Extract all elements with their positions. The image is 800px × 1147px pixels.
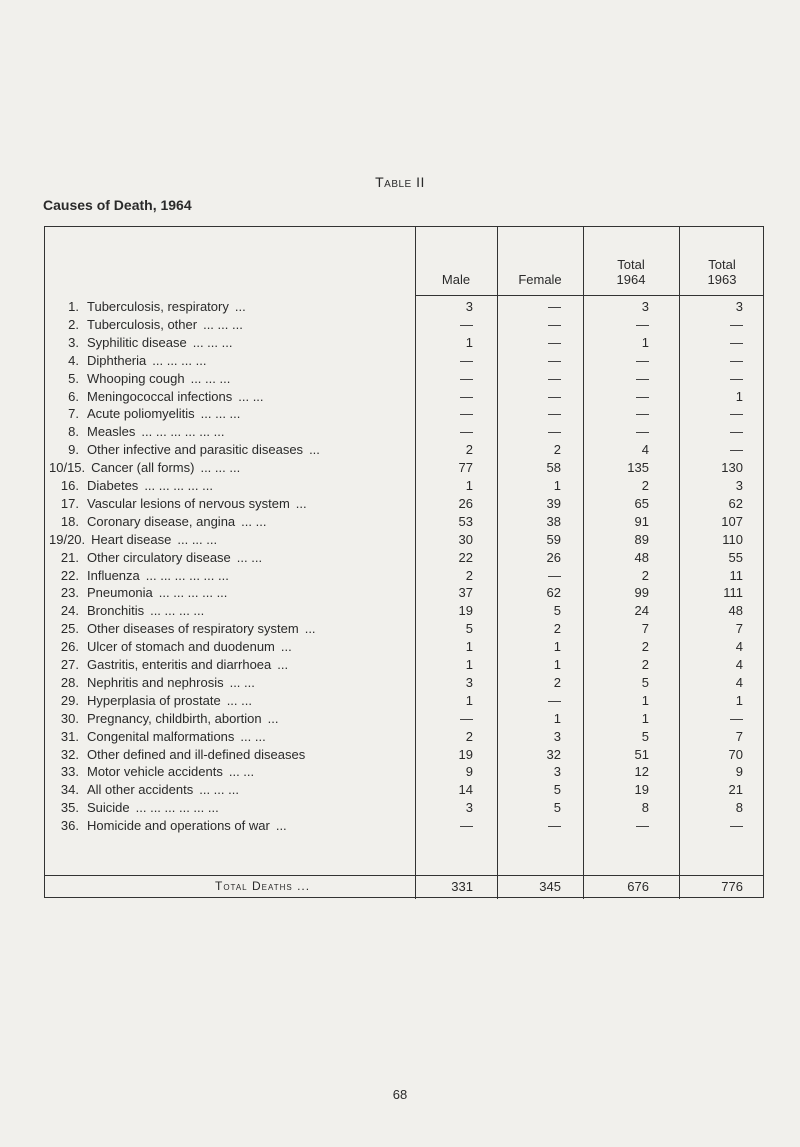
cell-female: — <box>548 299 561 314</box>
cell-female: 2 <box>553 621 561 637</box>
cell-t63: 1 <box>735 388 743 404</box>
leader-dots: ... ... ... ... ... ... <box>141 424 225 440</box>
cell-male: — <box>460 352 473 368</box>
cell-t64: 3 <box>641 299 649 314</box>
table-row <box>45 299 765 316</box>
cell-t64: — <box>636 406 649 422</box>
cause-label <box>49 818 419 833</box>
cause-label <box>49 800 419 815</box>
leader-dots: ... ... ... ... <box>152 352 207 368</box>
cell-t64: 89 <box>634 531 649 547</box>
cause-name: Bronchitis <box>87 603 145 619</box>
cause-name: Diphtheria <box>87 352 147 368</box>
cause-label <box>49 496 419 511</box>
cell-t64: 2 <box>641 639 649 655</box>
cause-number: 19/20. <box>49 531 86 547</box>
table-row <box>45 675 765 692</box>
cause-number: 28. <box>60 674 79 690</box>
cell-male: — <box>460 370 473 386</box>
table-row <box>45 460 765 477</box>
table-row <box>45 764 765 781</box>
cause-number: 27. <box>60 657 79 672</box>
cause-label <box>49 550 419 565</box>
total-1963: 776 <box>721 879 743 894</box>
leader-dots: ... <box>295 495 307 511</box>
cell-female: 26 <box>546 549 561 565</box>
cause-name: Gastritis, enteritis and diarrhoea <box>87 657 272 672</box>
cause-number: 32. <box>60 746 79 762</box>
cell-female: 3 <box>553 728 561 744</box>
table-row <box>45 442 765 459</box>
cell-male: 1 <box>465 478 473 493</box>
table-row <box>45 353 765 370</box>
cause-label <box>49 424 419 439</box>
cause-name: Pregnancy, childbirth, abortion <box>87 710 262 726</box>
cause-name: Meningococcal infections <box>87 388 233 404</box>
cell-male: 3 <box>465 800 473 816</box>
cause-label <box>49 442 419 457</box>
leader-dots: ... ... <box>236 549 263 565</box>
header-total-1964: Total 1964 <box>616 257 646 287</box>
cell-t63: 48 <box>728 603 743 619</box>
cell-male: 77 <box>458 460 473 476</box>
cause-name: Congenital malformations <box>87 728 235 744</box>
cell-male: 19 <box>458 746 473 762</box>
table-title: Table II <box>375 174 425 190</box>
page-number: 68 <box>392 1087 408 1102</box>
cause-label <box>49 782 419 797</box>
cell-female: 39 <box>546 495 561 511</box>
cell-t63: 70 <box>728 746 743 762</box>
cause-name: Influenza <box>87 567 140 583</box>
cell-t64: 1 <box>641 692 649 708</box>
cell-t64: — <box>636 388 649 404</box>
cause-number: 8. <box>68 424 79 440</box>
table-row <box>45 711 765 728</box>
total-female: 345 <box>539 879 561 894</box>
table-row <box>45 729 765 746</box>
cause-name: Other defined and ill-defined diseases <box>87 746 306 762</box>
total-row <box>45 877 765 899</box>
cell-female: — <box>548 388 561 404</box>
cause-name: Tuberculosis, respiratory <box>87 299 229 314</box>
cause-label <box>49 460 419 475</box>
cell-female: — <box>548 316 561 332</box>
cell-t63: 7 <box>735 621 743 637</box>
table-row <box>45 389 765 406</box>
cell-t64: 2 <box>641 567 649 583</box>
cell-female: 5 <box>553 603 561 619</box>
table-row <box>45 335 765 352</box>
causes-of-death-table <box>44 226 764 898</box>
cell-t63: — <box>730 424 743 440</box>
cell-female: — <box>548 334 561 350</box>
cell-t63: 107 <box>721 513 743 529</box>
leader-dots: ... ... ... <box>200 406 241 422</box>
cell-t63: — <box>730 406 743 422</box>
cell-t63: — <box>730 352 743 368</box>
cell-female: 2 <box>553 674 561 690</box>
cell-male: 1 <box>465 692 473 708</box>
header-total-1963: Total 1963 <box>707 257 737 287</box>
cell-t64: 24 <box>634 603 649 619</box>
cause-label <box>49 317 419 332</box>
cause-label <box>49 711 419 726</box>
cause-number: 17. <box>60 495 79 511</box>
cell-male: — <box>460 316 473 332</box>
cause-name: Suicide <box>87 800 130 816</box>
cause-number: 33. <box>60 764 79 780</box>
table-row <box>45 621 765 638</box>
cause-label <box>49 406 419 421</box>
cause-number: 23. <box>60 585 79 601</box>
table-row <box>45 800 765 817</box>
cell-male: 2 <box>465 567 473 583</box>
leader-dots: ... ... ... ... ... <box>158 585 228 601</box>
cell-male: 53 <box>458 513 473 529</box>
table-row <box>45 657 765 674</box>
table-row <box>45 603 765 620</box>
cell-t63: 8 <box>735 800 743 816</box>
table-row <box>45 639 765 656</box>
cell-t64: 12 <box>634 764 649 780</box>
leader-dots: ... <box>304 621 316 637</box>
cell-t63: 11 <box>729 567 743 583</box>
cell-t64: 48 <box>634 549 649 565</box>
cell-female: — <box>548 424 561 440</box>
cell-male: 5 <box>465 621 473 637</box>
cell-female: 58 <box>546 460 561 476</box>
cause-label <box>49 747 419 762</box>
cell-male: 2 <box>465 442 473 458</box>
cell-t64: 91 <box>634 513 649 529</box>
table-row <box>45 478 765 495</box>
cell-t64: 1 <box>641 334 649 350</box>
leader-dots: ... <box>275 818 287 834</box>
cause-label <box>49 353 419 368</box>
cause-label <box>49 478 419 493</box>
cell-t64: — <box>636 316 649 332</box>
cell-t63: — <box>730 818 743 834</box>
cell-female: — <box>548 567 561 583</box>
cell-t64: 1 <box>641 710 649 726</box>
cause-number: 21. <box>60 549 79 565</box>
table-row <box>45 568 765 585</box>
cell-t63: 3 <box>735 478 743 493</box>
cause-label <box>49 621 419 636</box>
cell-t64: — <box>636 352 649 368</box>
cause-name: Syphilitic disease <box>87 334 187 350</box>
table-caption: Causes of Death, 1964 <box>43 197 192 213</box>
cell-t64: 19 <box>634 782 649 798</box>
cell-male: 22 <box>458 549 473 565</box>
table-row <box>45 585 765 602</box>
table-row <box>45 550 765 567</box>
cause-number: 7. <box>68 406 79 422</box>
cause-name: Diabetes <box>87 478 139 493</box>
cause-label <box>49 389 419 404</box>
cell-t64: 5 <box>641 728 649 744</box>
leader-dots: ... ... <box>226 692 252 708</box>
cell-male: 26 <box>458 495 473 511</box>
cell-t63: — <box>730 316 743 332</box>
cause-label <box>49 585 419 600</box>
cause-label <box>49 371 419 386</box>
cell-t63: 9 <box>735 764 743 780</box>
cause-number: 29. <box>60 692 79 708</box>
cause-number: 36. <box>60 818 79 834</box>
cell-female: — <box>548 406 561 422</box>
cell-t64: 99 <box>634 585 649 601</box>
cause-label <box>49 335 419 350</box>
cell-t64: — <box>636 424 649 440</box>
table-row <box>45 514 765 531</box>
cell-t64: 2 <box>641 657 649 672</box>
cell-male: 3 <box>465 674 473 690</box>
leader-dots: ... <box>234 299 246 314</box>
leader-dots: ... ... ... <box>192 334 233 350</box>
cell-male: 14 <box>458 782 473 798</box>
table-row <box>45 532 765 549</box>
leader-dots: ... ... ... ... ... <box>144 478 213 493</box>
leader-dots: ... ... ... <box>203 316 243 332</box>
table-row <box>45 424 765 441</box>
leader-dots: ... ... ... <box>199 782 239 798</box>
cell-male: 9 <box>465 764 473 780</box>
leader-dots: ... ... ... <box>200 460 241 476</box>
cell-male: — <box>460 710 473 726</box>
cell-female: 32 <box>546 746 561 762</box>
cause-label <box>49 657 419 672</box>
cause-label <box>49 729 419 744</box>
table-row <box>45 317 765 334</box>
total-label: Total Deaths ... <box>215 879 311 893</box>
cause-label <box>49 514 419 529</box>
cause-number: 10/15. <box>49 460 86 476</box>
cause-name: Coronary disease, angina <box>87 513 236 529</box>
cell-t63: — <box>730 442 743 458</box>
cell-t63: 111 <box>723 585 743 601</box>
cell-t64: — <box>636 818 649 834</box>
cell-female: 5 <box>553 800 561 816</box>
cell-male: 19 <box>458 603 473 619</box>
cause-number: 4. <box>68 352 79 368</box>
cell-female: — <box>548 352 561 368</box>
cell-female: 1 <box>553 710 561 726</box>
cell-male: — <box>460 406 473 422</box>
header-male: Male <box>441 272 471 287</box>
cell-t63: 3 <box>735 299 743 314</box>
leader-dots: ... ... <box>229 674 255 690</box>
cell-female: 1 <box>553 657 561 672</box>
leader-dots: ... ... <box>228 764 255 780</box>
cell-t63: — <box>730 370 743 386</box>
leader-dots: ... ... <box>241 513 267 529</box>
cause-number: 3. <box>68 334 79 350</box>
leader-dots: ... ... ... <box>177 531 218 547</box>
cause-label <box>49 299 419 314</box>
header-female: Female <box>518 272 562 287</box>
cause-name: Measles <box>87 424 136 440</box>
cell-t63: 1 <box>735 692 743 708</box>
cause-number: 2. <box>68 316 79 332</box>
cause-name: Ulcer of stomach and duodenum <box>87 639 275 655</box>
cause-name: Motor vehicle accidents <box>87 764 223 780</box>
cause-number: 31. <box>60 728 79 744</box>
table-row <box>45 371 765 388</box>
cell-t63: 21 <box>728 782 743 798</box>
cause-name: All other accidents <box>87 782 194 798</box>
header-rule <box>415 295 763 296</box>
cell-t64: 4 <box>641 442 649 458</box>
cell-t63: — <box>730 710 743 726</box>
cell-t64: 65 <box>634 495 649 511</box>
cell-t63: 110 <box>722 531 743 547</box>
cause-label <box>49 603 419 618</box>
cause-label <box>49 568 419 583</box>
cause-number: 34. <box>60 782 79 798</box>
cause-name: Pneumonia <box>87 585 153 601</box>
cell-female: 1 <box>553 478 561 493</box>
leader-dots: ... <box>280 639 292 655</box>
leader-dots: ... <box>267 710 279 726</box>
cause-label <box>49 764 419 779</box>
cell-female: — <box>548 818 561 834</box>
cause-number: 30. <box>60 710 79 726</box>
cell-t63: — <box>730 334 743 350</box>
cell-t64: 7 <box>641 621 649 637</box>
cell-t63: 4 <box>735 674 743 690</box>
cell-t63: 4 <box>735 657 743 672</box>
cause-number: 6. <box>68 388 79 404</box>
cell-t64: 5 <box>641 674 649 690</box>
cause-name: Whooping cough <box>87 370 185 386</box>
cause-name: Other circulatory disease <box>87 549 231 565</box>
table-row <box>45 782 765 799</box>
cell-female: 38 <box>546 513 561 529</box>
table-row <box>45 818 765 835</box>
leader-dots: ... <box>309 442 320 458</box>
cause-name: Other diseases of respiratory system <box>87 621 299 637</box>
cause-number: 9. <box>68 442 79 458</box>
cell-male: 3 <box>465 299 473 314</box>
cell-male: 37 <box>458 585 473 601</box>
leader-dots: ... ... <box>238 388 264 404</box>
leader-dots: ... <box>277 657 289 672</box>
cell-t64: 8 <box>641 800 649 816</box>
cell-t63: 55 <box>728 549 743 565</box>
cell-female: — <box>548 692 561 708</box>
cause-name: Homicide and operations of war <box>87 818 270 834</box>
cell-t64: 135 <box>627 460 649 476</box>
table-row <box>45 406 765 423</box>
cause-label <box>49 639 419 654</box>
cause-number: 35. <box>60 800 79 816</box>
cell-t64: — <box>636 370 649 386</box>
leader-dots: ... ... <box>240 728 266 744</box>
total-rule <box>45 875 763 876</box>
leader-dots: ... ... ... ... ... ... <box>145 567 229 583</box>
cause-name: Tuberculosis, other <box>87 316 198 332</box>
cause-number: 22. <box>60 567 79 583</box>
cause-number: 18. <box>60 513 79 529</box>
cause-number: 1. <box>68 299 79 314</box>
cell-female: 5 <box>553 782 561 798</box>
cause-number: 26. <box>60 639 79 655</box>
table-row <box>45 496 765 513</box>
cell-male: 30 <box>458 531 473 547</box>
cell-female: 62 <box>546 585 561 601</box>
leader-dots: ... ... ... ... ... ... <box>135 800 219 816</box>
cause-number: 5. <box>68 370 79 386</box>
cell-male: 2 <box>465 728 473 744</box>
cell-t63: 7 <box>735 728 743 744</box>
cell-male: 1 <box>465 657 473 672</box>
cell-female: 2 <box>553 442 561 458</box>
cell-male: 1 <box>465 334 473 350</box>
leader-dots: ... ... ... <box>190 370 231 386</box>
cause-number: 24. <box>60 603 79 619</box>
cause-name: Vascular lesions of nervous system <box>87 495 290 511</box>
cause-label <box>49 675 419 690</box>
cell-male: — <box>460 818 473 834</box>
table-row <box>45 747 765 764</box>
cell-t64: 51 <box>634 746 649 762</box>
cause-number: 25. <box>60 621 79 637</box>
cell-t63: 62 <box>728 495 743 511</box>
cause-name: Other infective and parasitic diseases <box>87 442 304 458</box>
leader-dots: ... ... ... ... <box>150 603 205 619</box>
cell-female: 59 <box>546 531 561 547</box>
cause-label <box>49 532 419 547</box>
cause-number: 16. <box>60 478 79 493</box>
table-row <box>45 693 765 710</box>
cell-female: — <box>548 370 561 386</box>
cell-male: 1 <box>465 639 473 655</box>
total-1964: 676 <box>627 879 649 894</box>
cell-t63: 130 <box>721 460 743 476</box>
cell-t63: 4 <box>735 639 743 655</box>
cause-name: Cancer (all forms) <box>91 460 195 476</box>
cause-name: Hyperplasia of prostate <box>87 692 221 708</box>
cause-name: Acute poliomyelitis <box>87 406 195 422</box>
cell-t64: 2 <box>641 478 649 493</box>
cell-female: 1 <box>553 639 561 655</box>
cause-name: Heart disease <box>91 531 172 547</box>
cell-male: — <box>460 388 473 404</box>
total-male: 331 <box>451 879 473 894</box>
cell-female: 3 <box>553 764 561 780</box>
cause-label <box>49 693 419 708</box>
cause-name: Nephritis and nephrosis <box>87 674 224 690</box>
cell-male: — <box>460 424 473 440</box>
